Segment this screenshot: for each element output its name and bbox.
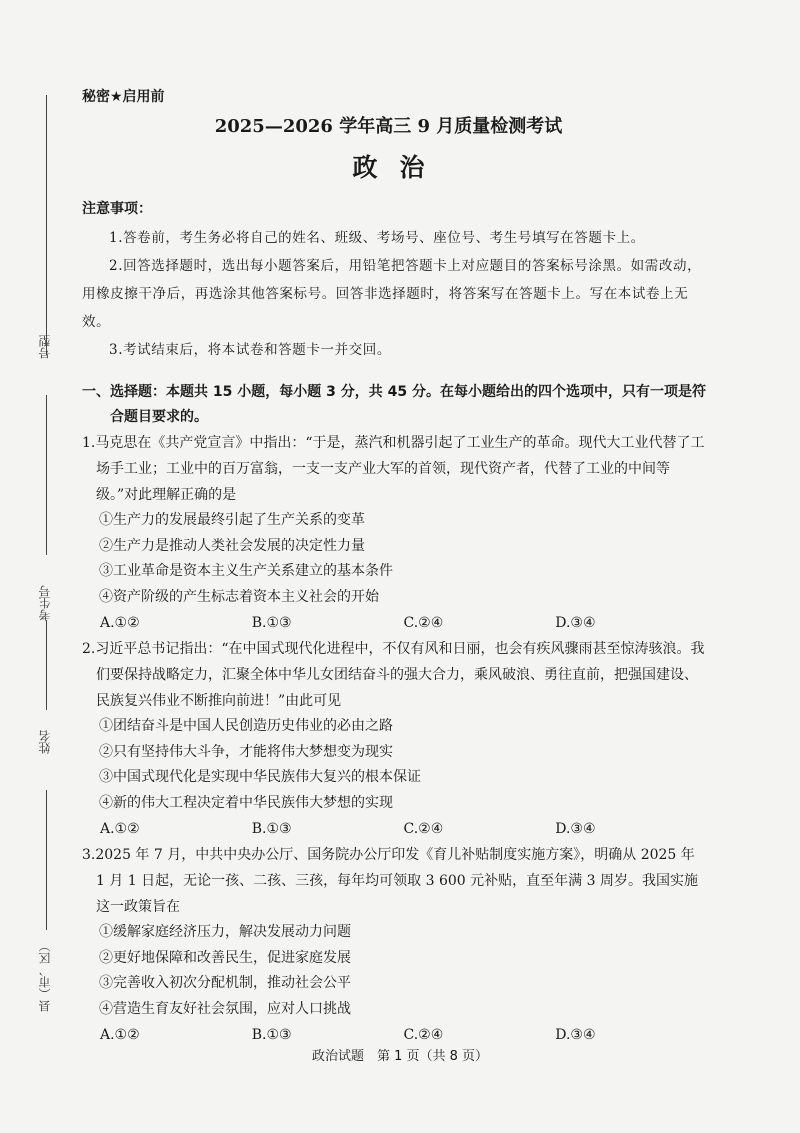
binding-line	[46, 790, 47, 930]
exam-page	[82, 86, 707, 1048]
question-stem: 2.习近平总书记指出：“在中国式现代化进程中，不仅有风和日丽，也会有疾风骤雨甚至惊涛骇浪。我们要保持战略定力，汇聚全体中华儿女团结奋斗的强大合力，乘风破浪、勇往直前，把强国建设、民族复兴伟业不断推向前进！”由此可见	[82, 641, 705, 709]
statement-option: ①团结奋斗是中国人民创造历史伟业的必由之路	[99, 718, 393, 734]
statement-option: ③中国式现代化是实现中华民族伟大复兴的根本保证	[99, 769, 421, 785]
answer-choices	[82, 610, 707, 636]
choice-b: B.①③	[251, 821, 292, 837]
side-label-county: 县（市、区）	[38, 940, 52, 1012]
section-heading: 一、选择题：本题共 15 小题，每小题 3 分，共 45 分。在每小题给出的四个选项中，只有一项是符合题目要求的。	[82, 384, 706, 425]
statement-option: ④营造生育友好社会氛围，应对人口挑战	[99, 1000, 351, 1017]
binding-line	[46, 395, 47, 555]
exam-title: 2025—2026 学年高三 9 月质量检测考试	[214, 116, 563, 137]
statement-option: ②只有坚持伟大斗争，才能将伟大梦想变为现实	[99, 743, 393, 760]
question-3	[82, 842, 707, 1048]
side-label-seat: 号型	[38, 335, 52, 359]
side-label-name: 姓名	[38, 730, 52, 754]
secret-mark: 秘密★启用前	[82, 89, 165, 105]
statement-option: ①生产力的发展最终引起了生产关系的变革	[99, 512, 365, 528]
choice-a: A.①②	[100, 615, 140, 631]
statement-option: ④资产阶级的产生标志着资本主义社会的开始	[99, 588, 379, 605]
choice-d: D.③④	[555, 821, 596, 837]
page-footer: 政治试题 第 1 页（共 8 页）	[311, 1049, 489, 1064]
question-2	[82, 636, 707, 842]
statement-option: ①缓解家庭经济压力，解决发展动力问题	[99, 924, 351, 940]
notice-heading: 注意事项：	[82, 201, 152, 217]
question-1	[82, 430, 707, 636]
choice-d: D.③④	[555, 615, 596, 631]
side-label-exam-number: 考生号	[38, 585, 52, 621]
statement-option: ④新的伟大工程决定着中华民族伟大梦想的实现	[99, 794, 393, 811]
choice-c: C.②④	[403, 1027, 444, 1043]
answer-choices	[82, 816, 707, 842]
choice-b: B.①③	[251, 615, 292, 631]
binding-margin	[0, 0, 62, 1133]
statement-option: ②生产力是推动人类社会发展的决定性力量	[99, 537, 365, 554]
notice-item: 2.回答选择题时，选出每小题答案后，用铅笔把答题卡上对应题目的答案标号涂黑。如需改动，用橡皮擦干净后，再选涂其他答案标号。回答非选择题时，将答案写在答题卡上。写在本试卷上无效。	[82, 258, 702, 330]
choice-a: A.①②	[100, 1027, 140, 1043]
binding-line	[46, 620, 47, 710]
notice-item: 1.答卷前，考生务必将自己的姓名、班级、考场号、座位号、考生号填写在答题卡上。	[109, 230, 645, 246]
binding-line	[46, 95, 47, 355]
question-stem: 1.马克思在《共产党宣言》中指出：“于是，蒸汽和机器引起了工业生产的革命。现代大工业代替了工场手工业；工业中的百万富翁，一支一支产业大军的首领，现代资产者，代替了工业的中间等级。”对此理解正确的是	[82, 435, 705, 503]
statement-option: ③完善收入初次分配机制，推动社会公平	[99, 975, 351, 991]
notice-list	[82, 224, 707, 364]
statement-option: ③工业革命是资本主义生产关系建立的基本条件	[99, 563, 393, 579]
choice-c: C.②④	[403, 615, 444, 631]
choice-c: C.②④	[403, 821, 444, 837]
notice-item: 3.考试结束后，将本试卷和答题卡一并交回。	[109, 342, 391, 358]
subject-title: 政治	[352, 153, 447, 182]
choice-a: A.①②	[100, 821, 140, 837]
statement-option: ②更好地保障和改善民生，促进家庭发展	[99, 949, 351, 966]
choice-b: B.①③	[251, 1027, 292, 1043]
choice-d: D.③④	[555, 1027, 596, 1043]
question-stem: 3.2025 年 7 月，中共中央办公厅、国务院办公厅印发《育儿补贴制度实施方案》，明确从 2025 年 1 月 1 日起，无论一孩、二孩、三孩，每年均可领取 3 600 元补贴，直至年满 3 周岁。我国实施这一政策旨在	[82, 847, 698, 915]
